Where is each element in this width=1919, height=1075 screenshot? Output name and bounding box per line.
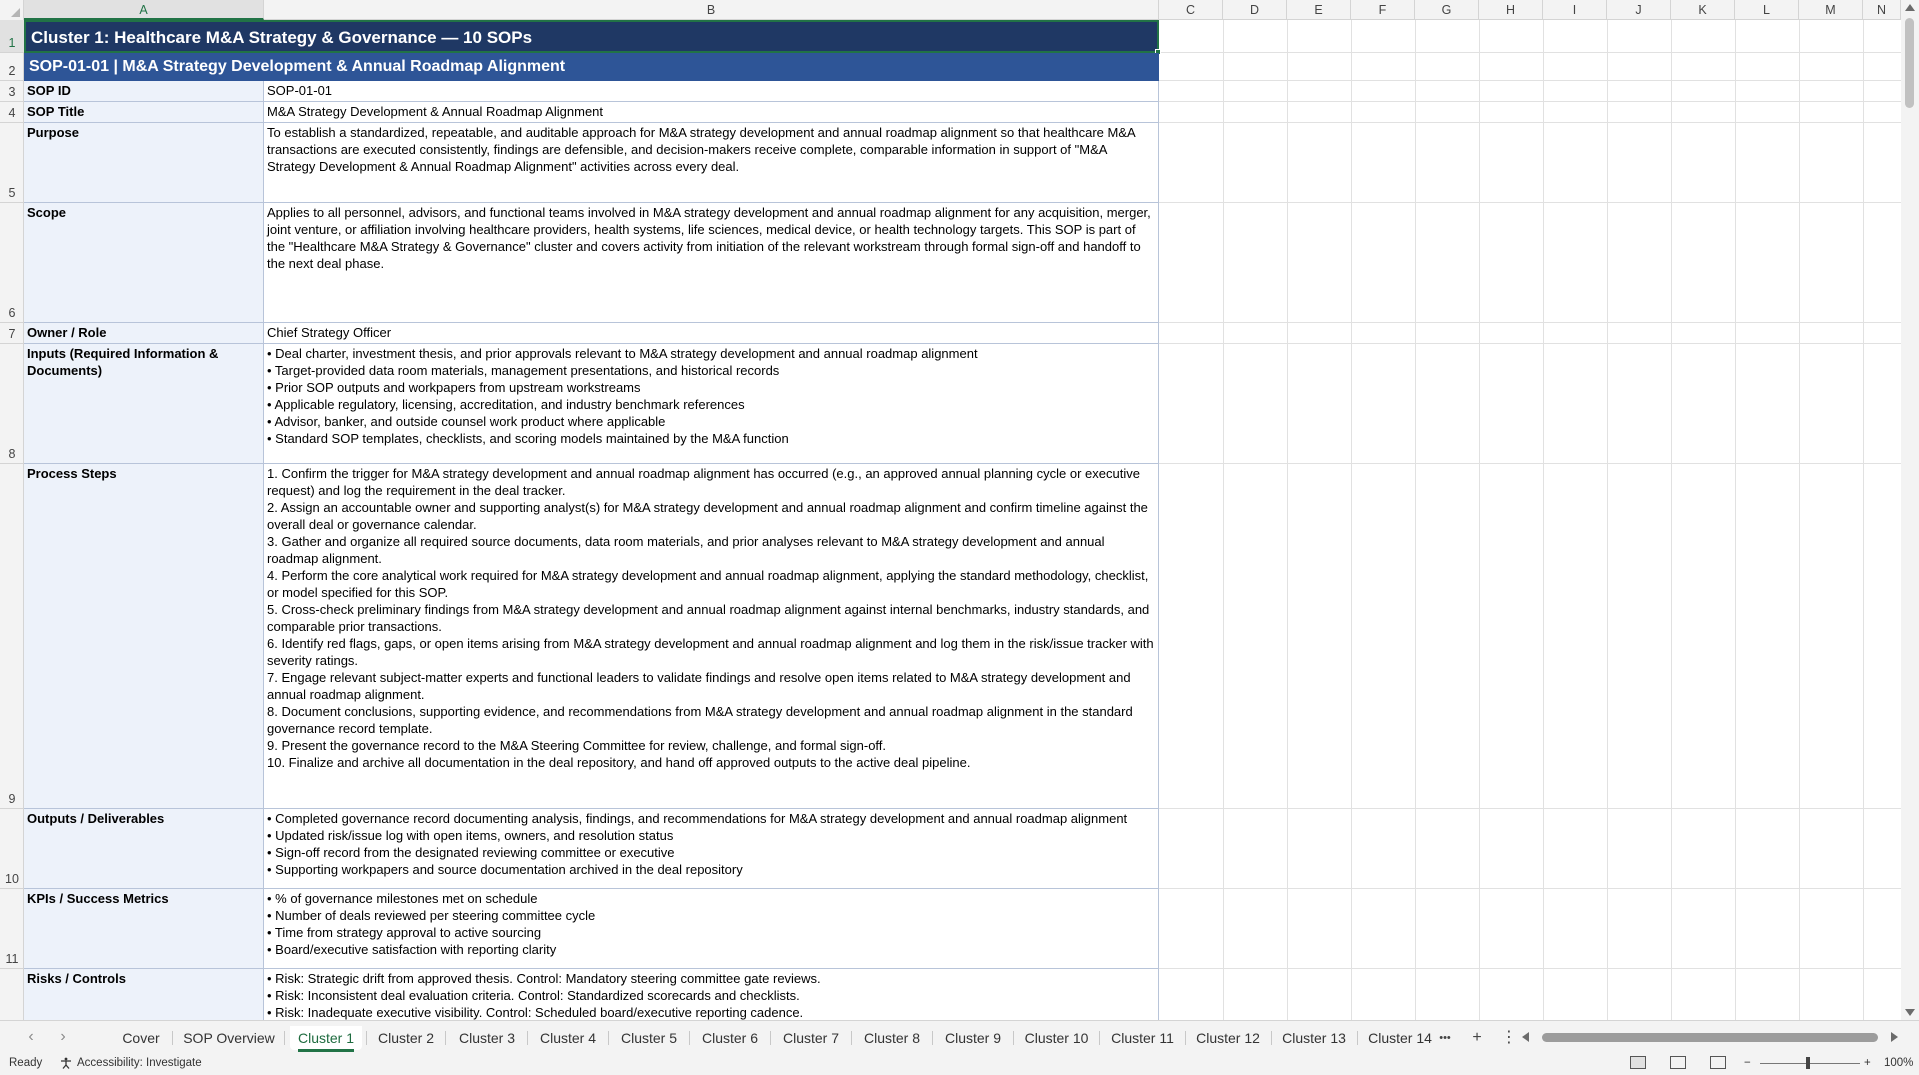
add-sheet-icon[interactable]: + (1472, 1029, 1482, 1046)
tab-divider (1013, 1031, 1014, 1045)
gridline (1351, 20, 1352, 1020)
label-owner[interactable]: Owner / Role (24, 323, 264, 344)
next-sheet-icon[interactable]: › (60, 1028, 66, 1045)
tab-divider (445, 1031, 446, 1045)
label-risks[interactable]: Risks / Controls (24, 969, 264, 1049)
sheet-tab-cluster-3[interactable]: Cluster 3 (458, 1030, 516, 1046)
label-sop-id[interactable]: SOP ID (24, 81, 264, 102)
accessibility-icon (60, 1057, 72, 1069)
gridline (1479, 20, 1480, 1020)
column-header-f[interactable]: F (1351, 0, 1415, 20)
gridline (1671, 20, 1672, 1020)
sheet-tab-cluster-8[interactable]: Cluster 8 (863, 1030, 921, 1046)
tab-divider (1357, 1031, 1358, 1045)
zoom-slider[interactable] (1760, 1063, 1860, 1064)
value-purpose[interactable]: To establish a standardized, repeatable, and auditable approach for M&A strategy development and annual roadmap alignment so that healthcare M&A transactions are executed consistently, findings are defensible, and decision-makers receive complete, comparable information in support of "M&A Strategy Development & Annual Roadmap Alignment" activities across every deal. (264, 123, 1159, 203)
column-header-n[interactable]: N (1863, 0, 1901, 20)
gridline (1287, 20, 1288, 1020)
row-header-6[interactable]: 6 (0, 203, 24, 323)
label-sop-title[interactable]: SOP Title (24, 102, 264, 123)
scroll-left-icon[interactable] (1522, 1032, 1529, 1042)
column-header-h[interactable]: H (1479, 0, 1543, 20)
column-header-d[interactable]: D (1223, 0, 1287, 20)
value-scope[interactable]: Applies to all personnel, advisors, and functional teams involved in M&A strategy development and annual roadmap alignment for any acquisition, merger, joint venture, or affiliation involving healthcare providers, health systems, life sciences, medical device, or health technology targets. This SOP is part of the "Healthcare M&A Strategy & Governance" cluster and covers activity from initiation of the relevant workstream through formal sign-off and handoff to the next deal phase. (264, 203, 1159, 323)
gridline (1799, 20, 1800, 1020)
column-header-i[interactable]: I (1543, 0, 1607, 20)
row-header-1[interactable]: 1 (0, 20, 24, 53)
column-header-g[interactable]: G (1415, 0, 1479, 20)
accessibility-label: Accessibility: Investigate (77, 1057, 202, 1069)
sheet-tab-cluster-14[interactable]: Cluster 14 (1368, 1030, 1432, 1046)
sheet-tab-cluster-9[interactable]: Cluster 9 (944, 1030, 1002, 1046)
horizontal-scroll-thumb[interactable] (1542, 1033, 1878, 1042)
tab-divider (284, 1031, 285, 1045)
page-layout-view-icon[interactable] (1670, 1056, 1686, 1069)
sheet-tab-cluster-5[interactable]: Cluster 5 (620, 1030, 678, 1046)
label-process-steps[interactable]: Process Steps (24, 464, 264, 809)
label-purpose[interactable]: Purpose (24, 123, 264, 203)
value-sop-id[interactable]: SOP-01-01 (264, 81, 1159, 102)
normal-view-icon[interactable] (1630, 1056, 1646, 1069)
sheet-tab-cluster-10[interactable]: Cluster 10 (1024, 1030, 1089, 1046)
row-header-7[interactable]: 7 (0, 323, 24, 344)
tab-divider (1271, 1031, 1272, 1045)
scroll-right-icon[interactable] (1891, 1032, 1898, 1042)
label-scope[interactable]: Scope (24, 203, 264, 323)
gridline (1735, 20, 1736, 1020)
sheet-tab-cover[interactable]: Cover (122, 1030, 160, 1046)
row-headers (0, 20, 24, 1020)
horizontal-scrollbar[interactable] (1520, 1030, 1900, 1044)
tab-divider (527, 1031, 528, 1045)
tab-divider (1099, 1031, 1100, 1045)
zoom-in-button[interactable]: + (1864, 1057, 1871, 1069)
column-header-m[interactable]: M (1799, 0, 1863, 20)
status-bar (0, 1052, 1919, 1075)
sheet-tabs-bar (0, 1020, 1919, 1052)
column-header-c[interactable]: C (1159, 0, 1223, 20)
zoom-out-button[interactable]: − (1744, 1057, 1751, 1069)
row-header-9[interactable]: 9 (0, 464, 24, 809)
column-header-e[interactable]: E (1287, 0, 1351, 20)
sheet-options-icon[interactable]: ⋮ (1501, 1029, 1517, 1046)
sheet-tab-cluster-4[interactable]: Cluster 4 (539, 1030, 597, 1046)
sop-header-cell[interactable]: SOP-01-01 | M&A Strategy Development & Annual Roadmap Alignment (24, 53, 1159, 81)
gridline (1607, 20, 1608, 1020)
zoom-slider-knob[interactable] (1806, 1057, 1810, 1069)
column-header-b[interactable]: B (264, 0, 1159, 20)
active-tab-label: Cluster 1 (298, 1030, 354, 1052)
cell-grid[interactable] (24, 20, 1901, 1020)
sheet-tab-cluster-6[interactable]: Cluster 6 (701, 1030, 759, 1046)
row-header-3[interactable]: 3 (0, 81, 24, 102)
status-ready: Ready (9, 1057, 43, 1069)
sheet-tab-cluster-12[interactable]: Cluster 12 (1196, 1030, 1260, 1046)
value-kpis[interactable]: • % of governance milestones met on schedule • Number of deals reviewed per steering committee cycle • Time from strategy approval to active sourcing • Board/executive satisfaction with reporting clarity (264, 889, 1159, 969)
value-process-steps[interactable]: 1. Confirm the trigger for M&A strategy development and annual roadmap alignment has occurred (e.g., an approved annual planning cycle or executive request) and log the requirement in the deal tracker. 2. Assign an accountable owner and supporting analyst(s) for M&A strategy development and annual roadmap alignment and confirm timeline against the overall deal or governance calendar. 3. Gather and organize all required source documents, data room materials, and prior analyses relevant to M&A strategy development and annual roadmap alignment. 4. Perform the core analytical work required for M&A strategy development and annual roadmap alignment, applying the standard methodology, checklist, or model specified for this SOP. 5. Cross-check preliminary findings from M&A strategy development and annual roadmap alignment against internal benchmarks, industry standards, and comparable prior transactions. 6. Identify red flags, gaps, or open items arising from M&A strategy development and annual roadmap alignment and log them in the risk/issue tracker with severity ratings. 7. Engage relevant subject-matter experts and functional leaders to validate findings and resolve open items related to M&A strategy development and annual roadmap alignment. 8. Document conclusions, supporting evidence, and recommendations from M&A strategy development and annual roadmap alignment in the standard governance record template. 9. Present the governance record to the M&A Steering Committee for review, challenge, and formal sign-off. 10. Finalize and archive all documentation in the deal repository, and hand off approved outputs to the active deal pipeline. (264, 464, 1159, 809)
value-sop-title[interactable]: M&A Strategy Development & Annual Roadmap Alignment (264, 102, 1159, 123)
value-outputs[interactable]: • Completed governance record documenting analysis, findings, and recommendations for M&A strategy development and annual roadmap alignment • Updated risk/issue log with open items, owners, and resolution status • Sign-off record from the designated reviewing committee or executive • Supporting workpapers and source documentation archived in the deal repository (264, 809, 1159, 889)
value-inputs[interactable]: • Deal charter, investment thesis, and prior approvals relevant to M&A strategy development and annual roadmap alignment • Target-provided data room materials, management presentations, and historical records • Prior SOP outputs and workpapers from upstream workstreams • Applicable regulatory, licensing, accreditation, and industry benchmark references • Advisor, banker, and outside counsel work product where applicable • Standard SOP templates, checklists, and scoring models maintained by the M&A function (264, 344, 1159, 464)
row-header-2[interactable]: 2 (0, 53, 24, 81)
gridline (1543, 20, 1544, 1020)
row-header-10[interactable]: 10 (0, 809, 24, 889)
vertical-scrollbar[interactable] (1901, 0, 1919, 1020)
tab-divider (932, 1031, 933, 1045)
tab-divider (366, 1031, 367, 1045)
zoom-level[interactable]: 100% (1884, 1057, 1914, 1069)
tab-divider (689, 1031, 690, 1045)
page-break-view-icon[interactable] (1710, 1056, 1726, 1069)
label-outputs[interactable]: Outputs / Deliverables (24, 809, 264, 889)
column-header-j[interactable]: J (1607, 0, 1671, 20)
more-sheets-icon[interactable]: ••• (1439, 1032, 1451, 1044)
sheet-tab-sop-overview[interactable]: SOP Overview (183, 1030, 275, 1046)
scroll-down-icon[interactable] (1905, 1009, 1915, 1016)
vertical-scroll-thumb[interactable] (1905, 18, 1914, 108)
gridline (1863, 20, 1864, 1020)
gridline (1223, 20, 1224, 1020)
label-kpis[interactable]: KPIs / Success Metrics (24, 889, 264, 969)
row-header-8[interactable]: 8 (0, 344, 24, 464)
sheet-tab-cluster-7[interactable]: Cluster 7 (782, 1030, 840, 1046)
select-all-corner[interactable] (0, 0, 24, 20)
sheet-tab-cluster-1[interactable] (290, 1026, 362, 1050)
tab-divider (608, 1031, 609, 1045)
row-header-4[interactable]: 4 (0, 102, 24, 123)
column-header-l[interactable]: L (1735, 0, 1799, 20)
value-owner[interactable]: Chief Strategy Officer (264, 323, 1159, 344)
sheet-tab-cluster-13[interactable]: Cluster 13 (1282, 1030, 1346, 1046)
gridline (1415, 20, 1416, 1020)
prev-sheet-icon[interactable]: ‹ (28, 1028, 34, 1045)
tab-divider (770, 1031, 771, 1045)
tab-divider (851, 1031, 852, 1045)
row-header-11[interactable]: 11 (0, 889, 24, 969)
label-inputs[interactable]: Inputs (Required Information & Documents) (24, 344, 264, 464)
value-risks[interactable]: • Risk: Strategic drift from approved thesis. Control: Mandatory steering committee gate reviews. • Risk: Inconsistent deal evaluation criteria. Control: Standardized scorecards and checklists. • Risk: Inadequate executive visibility. Control: Scheduled board/executive reporting cadence. (264, 969, 1159, 1049)
column-header-a[interactable]: A (24, 0, 264, 20)
accessibility-status[interactable] (60, 1057, 202, 1069)
row-header-5[interactable]: 5 (0, 123, 24, 203)
sheet-tab-cluster-2[interactable]: Cluster 2 (377, 1030, 435, 1046)
cluster-title-cell[interactable]: Cluster 1: Healthcare M&A Strategy & Governance — 10 SOPs (24, 20, 1159, 53)
column-header-k[interactable]: K (1671, 0, 1735, 20)
scroll-up-icon[interactable] (1905, 4, 1915, 11)
sheet-tab-cluster-11[interactable]: Cluster 11 (1111, 1030, 1174, 1046)
tab-divider (172, 1031, 173, 1045)
tab-divider (1185, 1031, 1186, 1045)
column-headers (0, 0, 1919, 20)
